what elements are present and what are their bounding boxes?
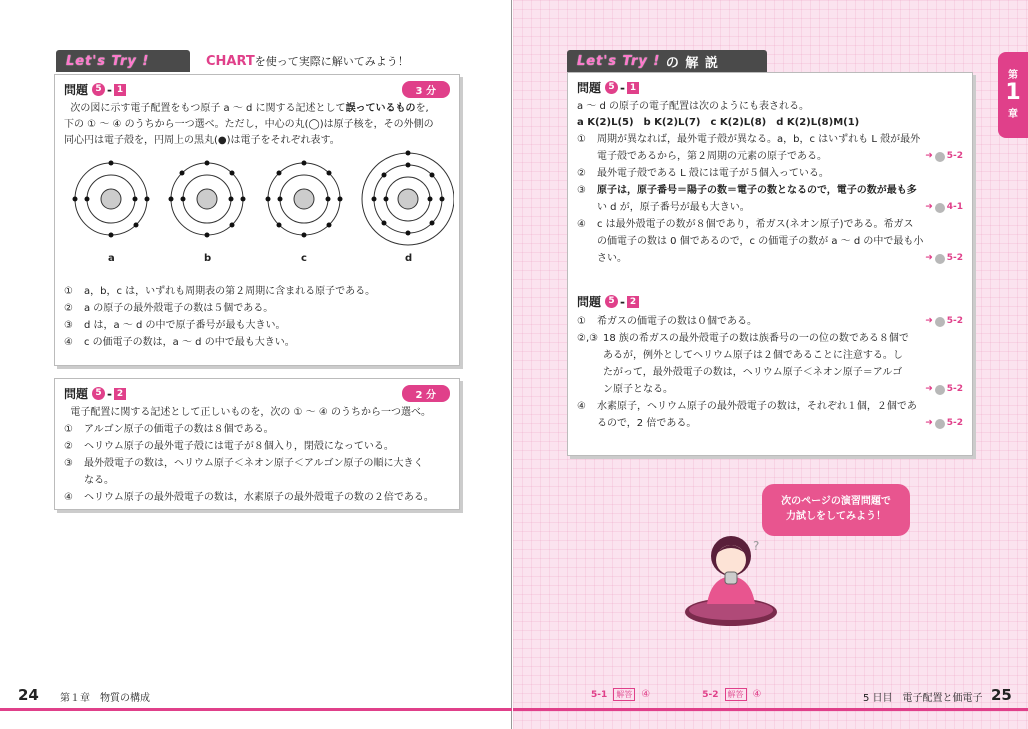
reference-icon	[935, 152, 945, 162]
question-sub-number: 1	[627, 82, 639, 94]
answer-label: 解答	[725, 688, 747, 701]
answer-5-1-item	[577, 216, 963, 267]
question-5-2-options	[64, 421, 450, 506]
item-line: 希ガスの価電子の数は０個である。	[597, 316, 757, 327]
bubble-line: 力試しをしてみよう！	[786, 511, 886, 522]
atom-label-d: d	[405, 253, 413, 264]
item-line: さい。	[597, 253, 627, 264]
answer-value: ④	[752, 689, 762, 700]
reference-label: 5-2	[946, 316, 963, 326]
question-number: 5	[92, 387, 105, 400]
answer-5-2-item	[577, 330, 963, 398]
item-line: の価電子の数は 0 個であるので，c の価電子の数が a ～ d の中で最も小	[597, 236, 924, 247]
item-line: 水素原子，ヘリウム原子の最外殻電子の数は，それぞれ１個，２個であ	[597, 401, 917, 412]
reference-label: 5-2	[946, 253, 963, 263]
question-number: 5	[605, 81, 618, 94]
question-5-2-header: 問題 5 - 2 2 分	[64, 385, 450, 402]
answer-5-2-item	[577, 313, 963, 330]
option-mark	[64, 472, 84, 489]
option-mark: ③	[64, 458, 73, 469]
character-illustration	[681, 520, 781, 628]
reference-label: 5-2	[946, 384, 963, 394]
item-line: 電子殻であるから，第２周期の元素の原子である。	[597, 151, 827, 162]
atom-c	[266, 161, 343, 238]
item-line: 18 族の希ガスの最外殻電子の数は族番号の一の位の数である８個で	[603, 333, 909, 344]
question-label: 問題	[64, 387, 89, 401]
explanation-label: の 解 説	[665, 55, 719, 71]
question-5-1-header: 問題 5 - 1 3 分	[64, 81, 450, 98]
reference-icon	[935, 385, 945, 395]
footer-rule	[513, 708, 1028, 711]
time-badge: 2 分	[402, 385, 450, 402]
option-mark: ④	[64, 337, 73, 348]
question-label: 問題	[577, 295, 602, 309]
lets-try-label: Let's Try !	[66, 53, 150, 69]
side-tab-bottom: 章	[1008, 109, 1018, 120]
right-page	[513, 0, 1028, 729]
item-mark: ④	[577, 219, 586, 230]
option-text: アルゴン原子の価電子の数は８個である。	[84, 424, 274, 435]
answer-5-2-item	[577, 398, 963, 432]
intro-1c: を,	[415, 103, 429, 114]
item-line: 周期が異なれば，最外電子殻が異なる。a，b，c はいずれも L 殻が最外	[597, 134, 921, 145]
option-mark: ④	[64, 492, 73, 503]
cup-icon	[725, 572, 737, 584]
answer-key-q2: 5-2	[702, 689, 719, 700]
electron-config-line: a K(2)L(5) b K(2)L(7) c K(2)L(8) d K(2)L(8)M(1)	[577, 117, 860, 128]
option-mark: ①	[64, 286, 73, 297]
intro-2: 下の ① ～ ④ のうちから一つ選べ。ただし，中心の丸(◯)は原子核を，その外側の	[64, 119, 434, 130]
reference-link[interactable]: ➜ 5-2	[925, 381, 963, 398]
option-mark: ①	[64, 424, 73, 435]
reference-link[interactable]: ➜ 5-2	[925, 313, 963, 330]
question-5-1-intro	[64, 101, 450, 149]
time-badge: 3 分	[402, 81, 450, 98]
reference-icon	[935, 254, 945, 264]
chart-logo: CHART	[206, 54, 255, 69]
side-tab-top: 第	[1008, 70, 1018, 81]
answer-label: 解答	[613, 688, 635, 701]
reference-label: 5-2	[946, 151, 963, 161]
reference-icon	[935, 317, 945, 327]
item-mark: ①	[577, 316, 586, 327]
answer-intro: a ～ d の原子の電子配置は次のようにも表される。	[577, 101, 810, 112]
item-line: c は最外殻電子の数が８個であり，希ガス(ネオン原子)である。希ガス	[597, 219, 914, 230]
option-text: ヘリウム原子の最外電子殻には電子が８個入り，閉殻になっている。	[84, 441, 394, 452]
intro-emphasis: 誤っているもの	[345, 103, 416, 114]
option-mark: ③	[64, 320, 73, 331]
reference-icon	[935, 203, 945, 213]
reference-link[interactable]: ➜ 4-1	[925, 199, 963, 216]
item-line: るので，2 倍である。	[597, 418, 697, 429]
option-item[interactable]	[64, 455, 450, 472]
answer-key-q1: 5-1	[591, 689, 608, 700]
atom-label-a: a	[108, 253, 115, 264]
lets-try-tab	[56, 50, 190, 72]
answer-5-1-header: 問題 5 - 1	[577, 79, 963, 96]
option-item-continued	[64, 472, 450, 489]
option-item[interactable]	[64, 317, 450, 334]
answer-value: ④	[641, 689, 651, 700]
page-number-left: 24	[18, 686, 39, 704]
answer-5-1-item	[577, 165, 963, 182]
speech-bubble	[762, 484, 910, 536]
question-5-2-panel	[54, 378, 460, 510]
item-mark: ③	[577, 185, 586, 196]
atom-label-b: b	[204, 253, 212, 264]
item-mark: ④	[577, 401, 586, 412]
atom-diagrams	[64, 149, 450, 267]
item-line: 原子は，原子番号＝陽子の数＝電子の数となるので，電子の数が最も多	[597, 185, 917, 196]
question-sub-number: 2	[114, 388, 126, 400]
chart-subtitle-text: を使って実際に解いてみよう！	[254, 55, 409, 68]
item-line: たがって，最外殻電子の数は，ヘリウム原子＜ネオン原子＝アルゴ	[603, 367, 903, 378]
question-5-2-intro	[64, 405, 450, 421]
option-text: a の原子の最外殻電子の数は５個である。	[84, 303, 274, 314]
option-text: a，b，c は，いずれも周期表の第２周期に含まれる原子である。	[84, 286, 376, 297]
reference-icon	[935, 419, 945, 429]
reference-label: 4-1	[946, 202, 963, 212]
reference-link[interactable]: ➜ 5-2	[925, 250, 963, 267]
explanation-panel	[567, 72, 973, 456]
question-sub-number: 2	[627, 296, 639, 308]
option-item[interactable]	[64, 421, 450, 438]
intro-3: 同心円は電子殻を，円周上の黒丸(●)は電子をそれぞれ表す。	[64, 135, 340, 146]
reference-link[interactable]: ➜ 5-2	[925, 415, 963, 432]
question-5-1-panel	[54, 74, 460, 366]
explanation-tab	[567, 50, 767, 72]
option-text: c の価電子の数は，a ～ d の中で最も大きい。	[84, 337, 295, 348]
page-number-right: 25	[991, 686, 1012, 704]
atom-label-c: c	[301, 253, 307, 264]
item-line: ン原子となる。	[603, 384, 673, 395]
item-mark: ②	[577, 168, 586, 179]
atom-diagram-svg	[64, 149, 454, 253]
chapter-side-tab[interactable]	[998, 52, 1028, 138]
option-item[interactable]	[64, 438, 450, 455]
atom-d	[362, 151, 454, 246]
intro-text: 電子配置に関する記述として正しいものを，次の ① ～ ④ のうちから一つ選べ。	[70, 407, 432, 418]
option-text: d は，a ～ d の中で原子番号が最も大きい。	[84, 320, 286, 331]
svg-text:?: ?	[753, 539, 760, 553]
lets-try-label: Let's Try !	[577, 53, 661, 69]
question-label: 問題	[577, 81, 602, 95]
chart-subtitle	[206, 53, 409, 69]
answer-key	[591, 688, 761, 701]
left-page	[0, 0, 512, 729]
option-item[interactable]	[64, 489, 450, 506]
question-sub-number: 1	[114, 84, 126, 96]
item-mark: ①	[577, 134, 586, 145]
side-tab-number: 1	[1005, 80, 1021, 105]
question-5-1-options	[64, 283, 450, 351]
day-title: 5 日目 電子配置と価電子	[863, 693, 983, 704]
atom-a	[73, 161, 150, 238]
atom-b	[169, 161, 246, 238]
question-number: 5	[92, 83, 105, 96]
question-number: 5	[605, 295, 618, 308]
item-line: い d が，原子番号が最も大きい。	[597, 202, 750, 213]
bubble-line: 次のページの演習問題で	[781, 496, 891, 507]
option-text: なる。	[84, 475, 114, 486]
footer-rule	[0, 708, 512, 711]
item-line: 最外電子殻である L 殻には電子が５個入っている。	[597, 168, 829, 179]
chapter-title: 第１章 物質の構成	[60, 693, 150, 704]
option-mark: ②	[64, 441, 73, 452]
intro-1a: 次の図に示す電子配置をもつ原子 a ～ d に関する記述として	[70, 103, 346, 114]
answer-5-2-header: 問題 5 - 2	[577, 293, 963, 310]
answer-5-1-item	[577, 182, 963, 216]
option-item[interactable]	[64, 283, 450, 300]
option-item[interactable]	[64, 334, 450, 351]
item-mark: ②,③	[577, 333, 599, 344]
answer-5-1-item	[577, 131, 963, 165]
option-item[interactable]	[64, 300, 450, 317]
question-label: 問題	[64, 83, 89, 97]
item-line: あるが，例外としてヘリウム原子は２個であることに注意する。し	[603, 350, 903, 361]
reference-link[interactable]: ➜ 5-2	[925, 148, 963, 165]
option-text: 最外殻電子の数は，ヘリウム原子＜ネオン原子＜アルゴン原子の順に大きく	[84, 458, 424, 469]
option-mark: ②	[64, 303, 73, 314]
option-text: ヘリウム原子の最外殻電子の数は，水素原子の最外殻電子の数の２倍である。	[84, 492, 434, 503]
reference-label: 5-2	[946, 418, 963, 428]
